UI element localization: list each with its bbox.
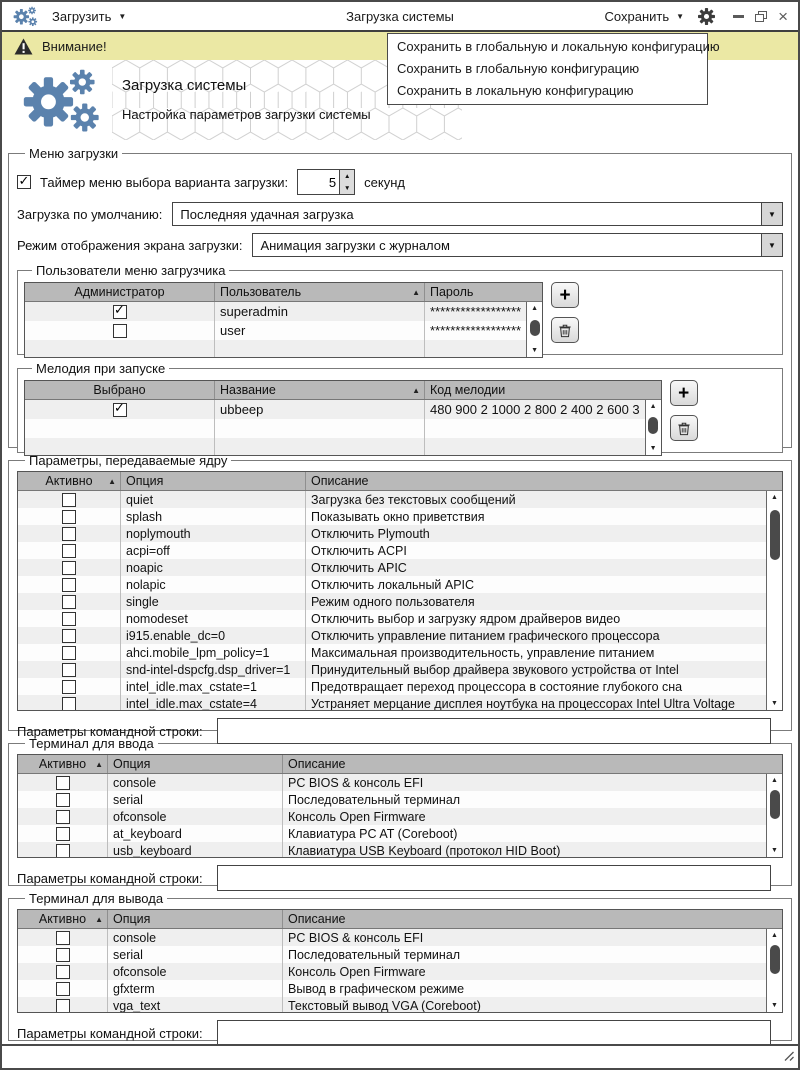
table-row[interactable]	[18, 627, 766, 644]
table-cell	[18, 946, 108, 963]
table-cell: single	[121, 593, 306, 610]
column-label: Администратор	[74, 285, 165, 299]
table-cell: ******************	[430, 323, 522, 338]
table-cell: ofconsole	[108, 963, 283, 980]
table-cell	[215, 419, 425, 438]
table-cell: Отключить APIC	[311, 560, 407, 575]
users-table	[24, 282, 543, 358]
delete-user-button[interactable]	[551, 317, 579, 343]
table-row[interactable]	[18, 542, 766, 559]
vertical-scrollbar[interactable]	[645, 400, 661, 455]
column-header[interactable]	[25, 381, 215, 399]
scroll-up-icon[interactable]	[767, 491, 782, 504]
scroll-track[interactable]	[646, 413, 661, 442]
window-title: Загрузка системы	[346, 8, 454, 24]
table-cell	[18, 491, 121, 508]
table-cell: ahci.mobile_lpm_policy=1	[121, 644, 306, 661]
table-cell	[425, 340, 526, 357]
row-checkbox[interactable]	[62, 527, 76, 541]
row-checkbox[interactable]	[113, 403, 127, 417]
boot-menu-group	[8, 146, 792, 448]
row-checkbox[interactable]	[56, 982, 70, 996]
table-row[interactable]	[18, 576, 766, 593]
table-cell	[18, 576, 121, 593]
load-button-label: Загрузить	[52, 8, 112, 24]
table-cell	[25, 419, 215, 438]
warning-triangle-icon	[14, 38, 33, 55]
table-cell	[425, 419, 645, 438]
table-row[interactable]	[18, 946, 766, 963]
table-cell: Консоль Open Firmware	[288, 964, 426, 979]
table-cell: acpi=off	[121, 542, 306, 559]
cmdline-label: Параметры командной строки:	[17, 870, 203, 886]
chevron-down-icon	[118, 12, 126, 21]
column-label: Опция	[126, 474, 164, 488]
column-label: Описание	[288, 912, 346, 926]
vertical-scrollbar[interactable]	[766, 929, 782, 1012]
table-cell: PC BIOS & консоль EFI	[288, 775, 424, 790]
column-header[interactable]	[425, 381, 661, 399]
table-row[interactable]	[18, 963, 766, 980]
table-row[interactable]	[18, 929, 766, 946]
sort-arrow-icon	[108, 477, 116, 486]
table-row[interactable]	[25, 400, 645, 419]
table-cell: 480 900 2 1000 2 800 2 400 2 600 3	[430, 402, 640, 417]
table-cell: superadmin	[215, 302, 425, 321]
resize-grip[interactable]	[781, 1048, 795, 1062]
table-rows	[18, 491, 766, 710]
table-row[interactable]	[18, 678, 766, 695]
table-body	[25, 400, 661, 455]
table-cell: ubbeep	[215, 400, 425, 419]
combo-arrow-icon[interactable]	[761, 203, 782, 225]
save-dropdown-menu	[387, 33, 720, 105]
table-cell	[18, 508, 121, 525]
spinner-up-icon[interactable]	[340, 170, 354, 182]
display-mode-row	[17, 233, 783, 257]
table-body	[18, 929, 782, 1012]
page-title: Загрузка системы	[122, 77, 247, 94]
column-header[interactable]	[215, 381, 425, 399]
plus-icon	[678, 384, 689, 403]
table-rows	[18, 774, 766, 857]
table-cell	[18, 997, 108, 1012]
row-checkbox[interactable]	[56, 776, 70, 790]
table-row[interactable]	[18, 695, 766, 710]
save-menu-item[interactable]: Сохранить в локальную конфигурацию	[397, 83, 634, 98]
delete-melody-button[interactable]	[670, 415, 698, 441]
scroll-thumb[interactable]	[770, 790, 780, 819]
column-label: Опция	[113, 757, 151, 771]
row-checkbox[interactable]	[62, 629, 76, 643]
default-boot-row	[17, 202, 783, 226]
table-cell: console	[108, 929, 283, 946]
table-cell: PC BIOS & консоль EFI	[288, 930, 424, 945]
warning-text: Внимание!	[42, 38, 107, 54]
row-checkbox[interactable]	[56, 965, 70, 979]
users-legend: Пользователи меню загрузчика	[36, 263, 226, 278]
table-cell	[18, 661, 121, 678]
table-cell: Последовательный терминал	[288, 947, 461, 962]
table-rows	[25, 400, 645, 455]
add-user-button[interactable]	[551, 282, 579, 308]
table-row-empty	[25, 340, 526, 357]
row-checkbox[interactable]	[62, 493, 76, 507]
table-cell	[18, 610, 121, 627]
timer-checkbox[interactable]	[17, 175, 31, 189]
vertical-scrollbar[interactable]	[526, 302, 542, 357]
combo-arrow-icon[interactable]	[761, 234, 782, 256]
table-cell	[25, 302, 215, 321]
table-row[interactable]	[18, 842, 766, 857]
row-checkbox[interactable]	[56, 931, 70, 945]
table-cell	[25, 340, 215, 357]
table-cell	[215, 438, 425, 455]
table-cell	[18, 774, 108, 791]
terminal-output-cmdline-input[interactable]	[217, 1020, 771, 1046]
table-cell: ******************	[430, 304, 522, 319]
melody-legend: Мелодия при запуске	[36, 361, 166, 376]
save-menu-item[interactable]: Сохранить в глобальную и локальную конфигурацию	[397, 39, 720, 54]
column-label: Выбрано	[93, 383, 146, 397]
scroll-down-icon[interactable]	[646, 442, 661, 455]
table-row[interactable]	[18, 559, 766, 576]
row-checkbox[interactable]	[62, 680, 76, 694]
table-row[interactable]	[18, 508, 766, 525]
row-checkbox[interactable]	[62, 544, 76, 558]
scroll-down-icon[interactable]	[767, 844, 782, 857]
table-cell	[18, 525, 121, 542]
row-checkbox[interactable]	[56, 793, 70, 807]
row-checkbox[interactable]	[62, 510, 76, 524]
display-mode-select[interactable]	[252, 233, 783, 257]
table-cell	[18, 644, 121, 661]
terminal-output-table	[17, 909, 783, 1013]
table-row[interactable]	[18, 610, 766, 627]
table-row[interactable]	[18, 525, 766, 542]
table-cell: intel_idle.max_cstate=1	[121, 678, 306, 695]
table-cell	[215, 340, 425, 357]
timer-spinner	[297, 169, 355, 195]
table-body	[25, 302, 542, 357]
table-cell: noplymouth	[121, 525, 306, 542]
row-checkbox[interactable]	[56, 999, 70, 1013]
sort-arrow-icon	[412, 386, 420, 395]
table-cell: Последовательный терминал	[288, 792, 461, 807]
table-cell: gfxterm	[108, 980, 283, 997]
plus-icon	[560, 286, 571, 305]
melody-table	[24, 380, 662, 456]
table-cell	[18, 593, 121, 610]
table-cell: ofconsole	[108, 808, 283, 825]
table-cell	[18, 791, 108, 808]
scroll-up-icon[interactable]	[767, 774, 782, 787]
timer-row	[17, 169, 783, 195]
column-header[interactable]	[283, 910, 782, 928]
scroll-down-icon[interactable]	[767, 999, 782, 1012]
row-checkbox[interactable]	[62, 697, 76, 711]
default-boot-label: Загрузка по умолчанию:	[17, 206, 163, 222]
table-cell: quiet	[121, 491, 306, 508]
kernel-params-table	[17, 471, 783, 711]
kernel-params-group	[8, 453, 792, 739]
table-cell	[18, 559, 121, 576]
table-cell: console	[108, 774, 283, 791]
terminal-output-legend: Терминал для вывода	[29, 891, 164, 906]
scroll-thumb[interactable]	[770, 945, 780, 974]
row-checkbox[interactable]	[62, 663, 76, 677]
table-cell: at_keyboard	[108, 825, 283, 842]
table-cell: Вывод в графическом режиме	[288, 981, 465, 996]
column-label: Название	[220, 383, 276, 397]
table-row[interactable]	[18, 491, 766, 508]
table-cell: usb_keyboard	[108, 842, 283, 857]
table-cell	[18, 542, 121, 559]
column-label: Активно	[45, 474, 93, 488]
row-checkbox[interactable]	[56, 948, 70, 962]
terminal-input-cmdline-input[interactable]	[217, 865, 771, 891]
row-checkbox[interactable]	[56, 844, 70, 858]
table-cell: Отключить Plymouth	[311, 526, 430, 541]
column-header[interactable]	[108, 755, 283, 773]
column-label: Активно	[38, 912, 87, 926]
scroll-down-icon[interactable]	[527, 344, 542, 357]
scroll-down-icon[interactable]	[767, 697, 782, 710]
column-header[interactable]	[108, 910, 283, 928]
display-mode-value: Анимация загрузки с журналом	[260, 237, 450, 253]
column-header[interactable]	[306, 472, 782, 490]
cmdline-label: Параметры командной строки:	[17, 723, 203, 739]
column-header[interactable]	[25, 283, 215, 301]
table-cell: Устраняет мерцание дисплея ноутбука на процессорах Intel Ultra Voltage	[311, 696, 735, 710]
column-header[interactable]	[121, 472, 306, 490]
vertical-scrollbar[interactable]	[766, 491, 782, 710]
chevron-down-icon	[676, 12, 684, 21]
default-boot-value: Последняя удачная загрузка	[180, 206, 354, 222]
scroll-track[interactable]	[767, 504, 782, 697]
scroll-thumb[interactable]	[770, 510, 780, 560]
table-cell: Отключить локальный APIC	[311, 577, 475, 592]
table-row-empty	[25, 419, 645, 438]
row-checkbox[interactable]	[113, 305, 127, 319]
row-checkbox[interactable]	[56, 810, 70, 824]
row-checkbox[interactable]	[113, 324, 127, 338]
table-cell	[25, 400, 215, 419]
table-rows	[18, 929, 766, 1012]
table-body	[18, 491, 782, 710]
timer-unit-label: секунд	[364, 174, 405, 190]
table-cell	[18, 678, 121, 695]
table-cell: Загрузка без текстовых сообщений	[311, 492, 516, 507]
minimize-button[interactable]	[733, 15, 744, 18]
table-cell: Текстовый вывод VGA (Coreboot)	[288, 998, 481, 1012]
scroll-up-icon[interactable]	[767, 929, 782, 942]
column-header[interactable]	[215, 283, 425, 301]
bootloader-users-group	[17, 263, 783, 355]
table-cell: Клавиатура USB Keyboard (протокол HID Boot)	[288, 843, 561, 857]
terminal-input-cmdline-row	[17, 865, 783, 891]
kernel-params-legend: Параметры, передаваемые ядру	[29, 453, 228, 468]
table-row[interactable]	[18, 825, 766, 842]
table-row[interactable]	[18, 980, 766, 997]
column-label: Пароль	[430, 285, 474, 299]
vertical-scrollbar[interactable]	[766, 774, 782, 857]
row-checkbox[interactable]	[62, 578, 76, 592]
spinner-down-icon[interactable]	[340, 182, 354, 194]
page-subtitle: Настройка параметров загрузки системы	[122, 107, 371, 122]
table-cell: Режим одного пользователя	[311, 594, 475, 609]
scroll-track[interactable]	[767, 942, 782, 999]
column-header[interactable]	[18, 910, 108, 928]
scroll-track[interactable]	[767, 787, 782, 844]
table-cell: Отключить выбор и загрузку ядром драйверов видео	[311, 611, 621, 626]
table-cell: intel_idle.max_cstate=4	[121, 695, 306, 710]
row-checkbox[interactable]	[62, 561, 76, 575]
column-header[interactable]	[18, 472, 121, 490]
table-row[interactable]	[18, 644, 766, 661]
table-cell: Клавиатура PC AT (Coreboot)	[288, 826, 458, 841]
table-cell: Консоль Open Firmware	[288, 809, 426, 824]
table-cell	[18, 825, 108, 842]
save-button-label: Сохранить	[604, 8, 670, 24]
trash-icon	[677, 421, 691, 436]
table-rows	[25, 302, 526, 357]
table-header-row	[18, 472, 782, 491]
table-cell: Показывать окно приветствия	[311, 509, 485, 524]
row-checkbox[interactable]	[62, 646, 76, 660]
row-checkbox[interactable]	[62, 612, 76, 626]
table-cell	[18, 808, 108, 825]
table-cell: Принудительный выбор драйвера звукового устройства от Intel	[311, 662, 679, 677]
row-checkbox[interactable]	[62, 595, 76, 609]
table-header-row	[18, 755, 782, 774]
cmdline-label: Параметры командной строки:	[17, 1025, 203, 1041]
table-cell: user	[215, 321, 425, 340]
column-header[interactable]	[425, 283, 542, 301]
table-cell: noapic	[121, 559, 306, 576]
close-button[interactable]	[778, 8, 788, 25]
table-row[interactable]	[18, 791, 766, 808]
table-cell: splash	[121, 508, 306, 525]
table-header-row	[25, 381, 661, 400]
scroll-track[interactable]	[527, 315, 542, 344]
column-label: Опция	[113, 912, 151, 926]
trash-icon	[558, 323, 572, 338]
load-menu-button[interactable]	[52, 9, 126, 24]
table-row[interactable]	[18, 808, 766, 825]
scroll-thumb[interactable]	[530, 320, 540, 336]
table-cell	[425, 438, 645, 455]
table-cell: Предотвращает переход процессора в состояние глубокого сна	[311, 679, 683, 694]
column-label: Активно	[38, 757, 87, 771]
row-checkbox[interactable]	[56, 827, 70, 841]
table-cell	[18, 842, 108, 857]
table-body	[18, 774, 782, 857]
save-menu-item[interactable]: Сохранить в глобальную конфигурацию	[397, 61, 640, 76]
boot-menu-legend: Меню загрузки	[29, 146, 119, 161]
table-header-row	[25, 283, 542, 302]
column-header[interactable]	[283, 755, 782, 773]
table-row[interactable]	[18, 661, 766, 678]
table-cell: Отключить ACPI	[311, 543, 407, 558]
save-menu-button[interactable]	[605, 9, 685, 24]
column-header[interactable]	[18, 755, 108, 773]
column-label: Описание	[311, 474, 369, 488]
default-boot-select[interactable]	[172, 202, 783, 226]
maximize-button[interactable]	[755, 11, 767, 22]
terminal-output-cmdline-row	[17, 1020, 783, 1046]
app-gears-icon	[12, 6, 38, 27]
kernel-cmdline-input[interactable]	[217, 718, 771, 744]
timer-label: Таймер меню выбора варианта загрузки:	[40, 174, 289, 190]
terminal-input-table	[17, 754, 783, 858]
scroll-thumb[interactable]	[648, 417, 658, 434]
toolbar	[2, 2, 798, 32]
terminal-output-group	[8, 891, 792, 1041]
table-cell	[18, 929, 108, 946]
table-cell: i915.enable_dc=0	[121, 627, 306, 644]
table-header-row	[18, 910, 782, 929]
table-cell: Отключить управление питанием графического процессора	[311, 628, 660, 643]
startup-melody-group	[17, 361, 783, 453]
table-cell: serial	[108, 946, 283, 963]
add-melody-button[interactable]	[670, 380, 698, 406]
table-cell	[18, 963, 108, 980]
table-cell: vga_text	[108, 997, 283, 1012]
status-bar	[2, 1044, 798, 1064]
settings-gear-icon[interactable]	[698, 8, 715, 25]
column-label: Описание	[288, 757, 346, 771]
scroll-up-icon[interactable]	[527, 302, 542, 315]
table-cell: snd-intel-dspcfg.dsp_driver=1	[121, 661, 306, 678]
terminal-input-legend: Терминал для ввода	[29, 736, 154, 751]
column-label: Код мелодии	[430, 383, 506, 397]
table-cell	[25, 321, 215, 340]
sort-arrow-icon	[412, 288, 420, 297]
scroll-up-icon[interactable]	[646, 400, 661, 413]
gears-icon	[14, 68, 106, 134]
column-label: Пользователь	[220, 285, 302, 299]
table-row[interactable]	[18, 997, 766, 1012]
sort-arrow-icon	[95, 760, 103, 769]
table-cell: serial	[108, 791, 283, 808]
terminal-input-group	[8, 736, 792, 886]
table-cell	[18, 695, 121, 710]
table-cell	[18, 980, 108, 997]
table-cell: nolapic	[121, 576, 306, 593]
table-row[interactable]	[25, 302, 526, 321]
table-cell: Максимальная производительность, управление питанием	[311, 645, 655, 660]
timer-value-input[interactable]	[298, 170, 339, 194]
table-row[interactable]	[18, 774, 766, 791]
table-row[interactable]	[25, 321, 526, 340]
table-row[interactable]	[18, 593, 766, 610]
sort-arrow-icon	[95, 915, 103, 924]
table-cell: nomodeset	[121, 610, 306, 627]
table-cell	[18, 627, 121, 644]
display-mode-label: Режим отображения экрана загрузки:	[17, 237, 243, 253]
